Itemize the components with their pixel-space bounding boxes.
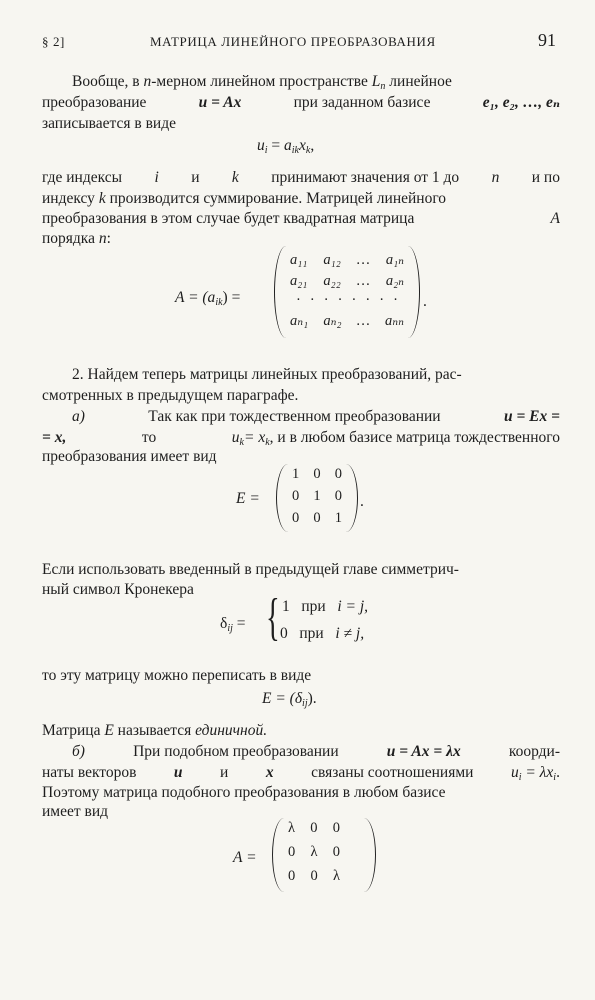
p4-line1: а) Так как при тождественном преобразовании u = Ex = xyxy=(72,408,560,425)
left-paren xyxy=(274,246,287,338)
p7-line1: Матрица E называется единичной. xyxy=(42,722,268,739)
formula-e-delta: $E = (\delta_{ij})$. xyxy=(262,690,317,709)
p3-line1: 2. Найдем теперь матрицы линейных преобразований, рас- xyxy=(72,366,462,383)
p3-line2: смотренных в предыдущем параграфе. xyxy=(42,387,299,404)
left-brace: { xyxy=(266,589,280,646)
matrix-e-period: . xyxy=(360,493,364,510)
matrix-row: a₁₁ a₁₂ … a₁ₙ xyxy=(290,252,404,268)
p2-line1: где индексы i и k принимают значения от 1 до n и по xyxy=(42,169,560,186)
matrix-row: 0 1 0 xyxy=(292,488,342,504)
matrix-row: a₂₁ a₂₂ … a₂ₙ xyxy=(290,273,404,289)
p2-line3: преобразования в этом случае будет квадратная матрица A xyxy=(42,210,560,227)
p2-line2: индексу k производится суммирование. Матрицей линейного xyxy=(42,190,447,207)
formula-uiaikxk: $u_i = a_{ik}x_k$, xyxy=(257,137,315,156)
p8-line2: наты векторов u и x связаны соотношениями $u_i = \lambda x_i$. xyxy=(42,764,560,783)
p2-line4: порядка n: xyxy=(42,230,111,247)
right-paren xyxy=(345,464,358,532)
p8-line1: б) При подобном преобразовании u = Ax = λx коорди- xyxy=(72,743,560,760)
section-marker: § 2] xyxy=(42,34,65,49)
matrix-row: aₙ₁ aₙ₂ … aₙₙ xyxy=(290,313,404,329)
matrix-dots-row: · · · · · · · · xyxy=(296,292,398,308)
kronecker-case-1: 1 при i = j, xyxy=(282,598,369,615)
matrix-row: λ 0 0 xyxy=(288,820,340,836)
matrix-a xyxy=(274,246,420,338)
p5-line2: ный символ Кронекера xyxy=(42,581,194,598)
matrix-row: 1 0 0 xyxy=(292,466,342,482)
matrix-a-lhs: $A = (a_{ik})$ = xyxy=(175,289,241,308)
kronecker-lhs: $\delta_{ij}$ = xyxy=(220,615,246,634)
left-paren xyxy=(272,818,285,892)
matrix-row: 0 λ 0 xyxy=(288,844,340,860)
p1-line3: записывается в виде xyxy=(42,115,176,132)
p1-line2: преобразование u = Ax при заданном базисе e₁, e₂, …, eₙ xyxy=(42,94,560,111)
right-paren xyxy=(407,246,420,338)
p1-line1: Вообще, в n-мерном линейном пространстве $L_n$ линейное xyxy=(72,73,452,92)
p4-line3: преобразования имеет вид xyxy=(42,448,217,465)
matrix-row: 0 0 λ xyxy=(288,868,340,884)
matrix-e-lhs: E = xyxy=(236,490,260,507)
matrix-a-period: . xyxy=(423,293,427,310)
kronecker-case-2: 0 при i ≠ j, xyxy=(280,625,365,642)
matrix-row: 0 0 1 xyxy=(292,510,342,526)
running-title: МАТРИЦА ЛИНЕЙНОГО ПРЕОБРАЗОВАНИЯ xyxy=(150,34,436,49)
p4-line2: = x, то $u_k= x_k$, и в любом базисе матрица тождественного xyxy=(42,429,560,448)
matrix-lambda xyxy=(272,818,376,892)
matrix-e xyxy=(276,464,358,532)
page-number: 91 xyxy=(538,30,556,50)
p8-line3: Поэтому матрица подобного преобразования в любом базисе xyxy=(42,784,446,801)
left-paren xyxy=(276,464,289,532)
matrix-lambda-lhs: A = xyxy=(233,849,257,866)
p8-line4: имеет вид xyxy=(42,803,109,820)
right-paren xyxy=(363,818,376,892)
p6-line1: то эту матрицу можно переписать в виде xyxy=(42,667,312,684)
p5-line1: Если использовать введенный в предыдущей главе симметрич- xyxy=(42,561,459,578)
